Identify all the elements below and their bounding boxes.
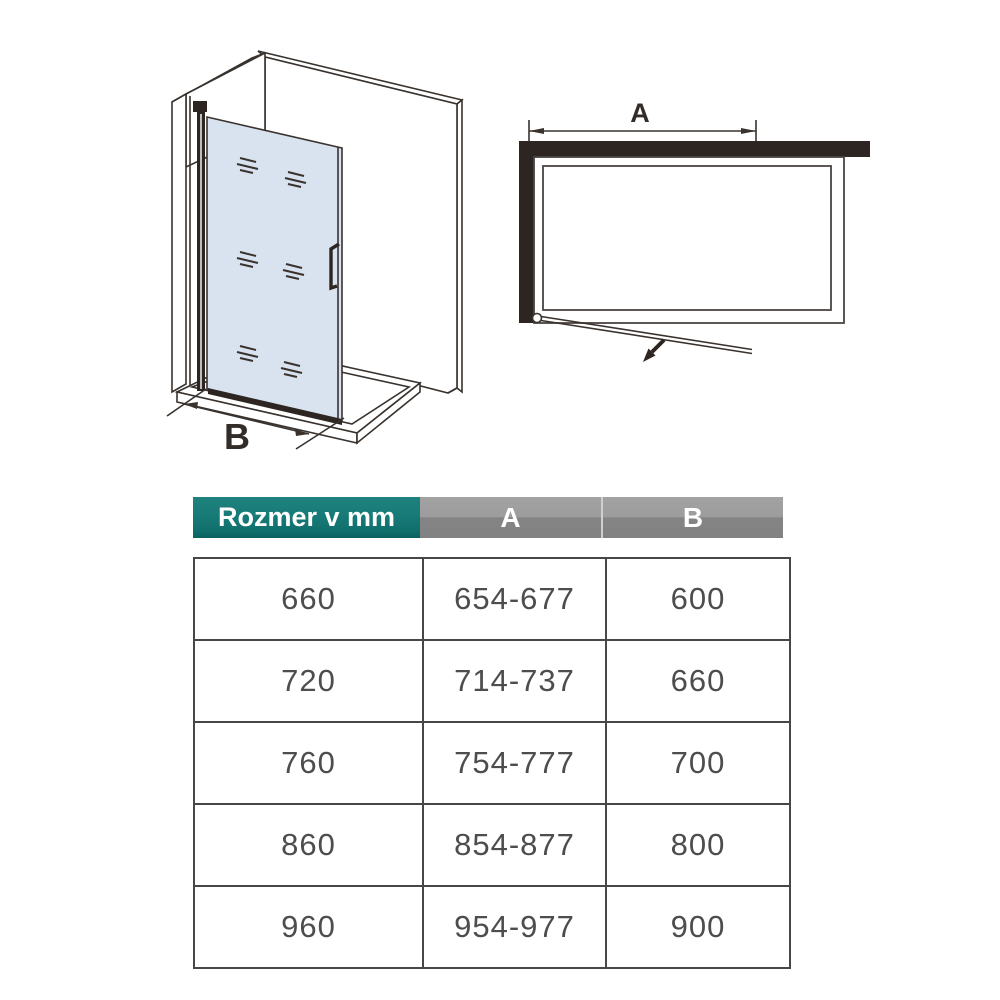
isometric-view-diagram [140, 35, 530, 475]
header-cell-b: B [601, 497, 783, 538]
table-cell: 700 [606, 722, 790, 804]
table-cell: 860 [194, 804, 423, 886]
table-cell: 954-977 [423, 886, 606, 968]
top-wall [519, 141, 870, 157]
plan-view-diagram [500, 80, 895, 380]
table-cell: 654-677 [423, 558, 606, 640]
hinge-point [533, 314, 542, 323]
table-row [194, 804, 790, 886]
left-wall [519, 141, 534, 323]
size-table-header [193, 497, 785, 538]
dimension-a-label: A [630, 98, 650, 128]
table-cell: 854-877 [423, 804, 606, 886]
table-cell: 800 [606, 804, 790, 886]
glass-panel [193, 101, 342, 425]
dimension-b-label: B [224, 416, 250, 457]
table-row [194, 722, 790, 804]
header-cell-a: A [420, 497, 601, 538]
size-table-grid [193, 557, 791, 969]
tray-outline [543, 166, 831, 310]
table-cell: 600 [606, 558, 790, 640]
table-row [194, 558, 790, 640]
header-cell-rozmer: Rozmer v mm [193, 497, 420, 538]
table-cell: 760 [194, 722, 423, 804]
table-cell: 720 [194, 640, 423, 722]
table-cell: 900 [606, 886, 790, 968]
table-cell: 660 [606, 640, 790, 722]
table-cell: 960 [194, 886, 423, 968]
size-table [193, 497, 785, 969]
table-cell: 754-777 [423, 722, 606, 804]
table-row [194, 886, 790, 968]
size-table-body [194, 558, 790, 968]
dimension-a [529, 98, 756, 142]
table-cell: 660 [194, 558, 423, 640]
table-cell: 714-737 [423, 640, 606, 722]
table-row [194, 640, 790, 722]
